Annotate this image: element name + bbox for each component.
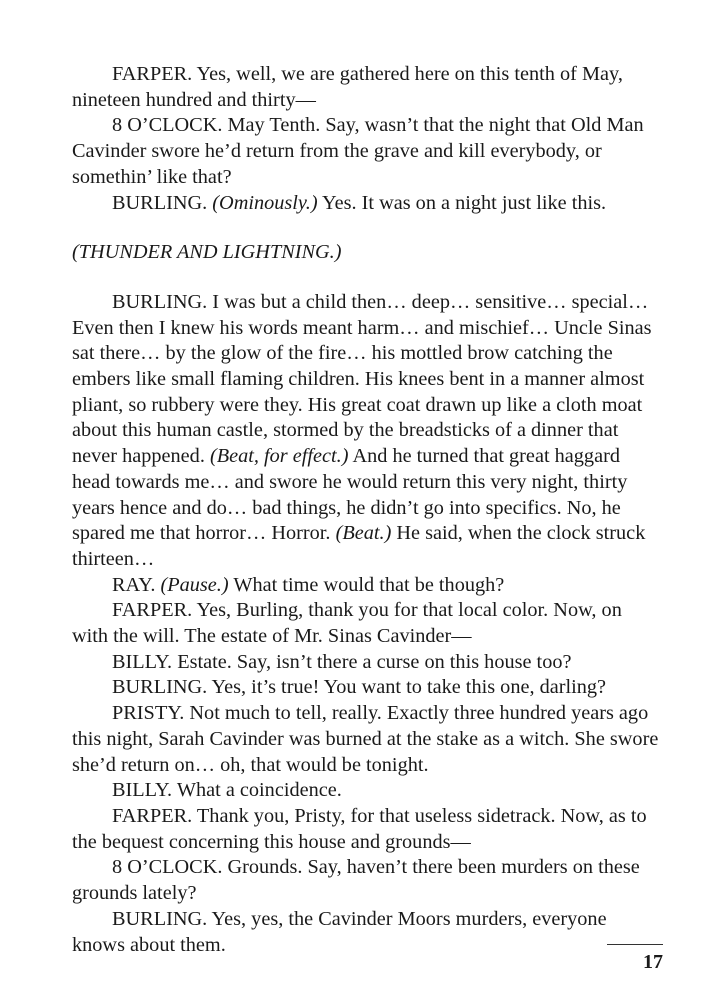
dialogue-text: What time would that be though? (228, 573, 505, 596)
dialogue-line (72, 191, 662, 217)
dialogue-text: Grounds. Say, haven’t there been murders on these grounds lately? (72, 856, 640, 905)
dialogue-text: Not much to tell, really. Exactly three hundred years ago this night, Sarah Cavinder was burned at the stake as a witch. She swore she’d return on… oh, that would be tonight. (72, 702, 659, 776)
speaker-name: BURLING. (112, 191, 208, 214)
stage-direction: (Ominously.) (207, 191, 318, 214)
speaker-name: FARPER. (112, 599, 193, 622)
speaker-name: 8 O’CLOCK. (112, 856, 223, 879)
speaker-name: BILLY. (112, 650, 173, 673)
dialogue-text: May Tenth. Say, wasn’t that the night that Old Man Cavinder swore he’d return from the grave and kill everybody, or somethin’ like that? (72, 114, 644, 188)
dialogue-line (72, 573, 662, 599)
page-number: 17 (643, 951, 663, 973)
dialogue-line (72, 804, 662, 855)
speaker-name: BURLING. (112, 907, 208, 930)
dialogue-line (72, 778, 662, 804)
script-page (72, 62, 662, 958)
dialogue-line (72, 675, 662, 701)
speaker-name: PRISTY. (112, 702, 185, 725)
dialogue-text: I was but a child then… deep… sensitive… special… Even then I knew his words meant harm… and mischief… Uncle Sinas sat there… by the glow of the fire… his mottled brow catching the embers like small flaming children. His knees bent in a manner almost pliant, so rubbery were they. His great coat drawn up like a cloth moat about this human castle, stormed by the breadsticks of a dinner that never happened. (72, 290, 652, 468)
dialogue-line (72, 855, 662, 906)
dialogue-text: Yes, yes, the Cavinder Moors murders, everyone knows about them. (72, 907, 607, 956)
dialogue-text: Estate. Say, isn’t there a curse on this house too? (172, 650, 572, 673)
dialogue-text: Yes, Burling, thank you for that local color. Now, on with the will. The estate of Mr. Sinas Cavinder— (72, 599, 622, 648)
dialogue-text: He said, when the clock struck thirteen… (72, 522, 646, 570)
speaker-name: 8 O’CLOCK. (112, 114, 223, 137)
dialogue-text: Yes, well, we are gathered here on this tenth of May, nineteen hundred and thirty— (72, 63, 623, 111)
speaker-name: BURLING. (112, 676, 208, 699)
stage-direction: (Pause.) (155, 573, 229, 596)
stage-direction: (Beat.) (335, 522, 392, 545)
speaker-name: BILLY. (112, 779, 173, 802)
dialogue-text: Thank you, Pristy, for that useless sidetrack. Now, as to the bequest concerning this house and grounds— (72, 804, 647, 853)
dialogue-line (72, 598, 662, 649)
dialogue-text: Yes. It was on a night just like this. (317, 191, 607, 214)
dialogue-line (72, 907, 662, 958)
dialogue-line (72, 62, 662, 113)
dialogue-text: Yes, it’s true! You want to take this one, darling? (207, 676, 607, 699)
stage-direction: (Beat, for effect.) (209, 445, 349, 468)
dialogue-line (72, 650, 662, 676)
dialogue-line (72, 290, 662, 573)
speaker-name: RAY. (112, 573, 156, 596)
stage-direction-block: (THUNDER AND LIGHTNING.) (72, 241, 342, 264)
page-number-rule (607, 944, 663, 945)
dialogue-text: And he turned that great haggard head towards me… and swore he would return this very night, thirty years hence and do… bad things, he didn’t go into specifics. No, he spared me that horror… Horror. (72, 445, 628, 545)
speaker-name: BURLING. (112, 290, 208, 313)
dialogue-text: What a coincidence. (172, 779, 342, 802)
dialogue-line (72, 113, 662, 190)
dialogue-line (72, 701, 662, 778)
speaker-name: FARPER. (112, 63, 193, 85)
speaker-name: FARPER. (112, 804, 193, 827)
